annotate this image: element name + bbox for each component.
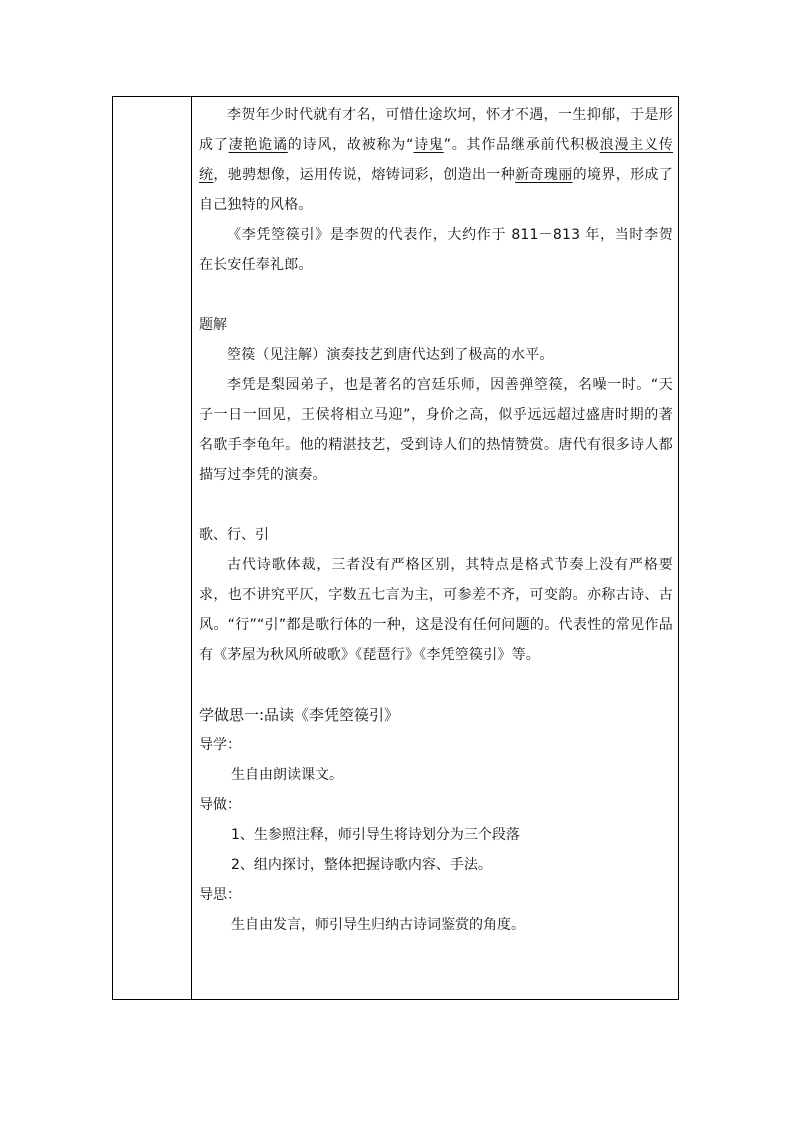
intro-text-d: ，驰骋想像，运用传说，熔铸词彩，创造出一种: [213, 167, 516, 183]
daozuo-label: 导做：: [199, 797, 241, 813]
intro-text-c: ”。其作品继承前代积极: [443, 137, 600, 153]
daozuo-item-2: 2、组内探讨，整体把握诗歌内容、手法。: [231, 857, 492, 873]
gexingyin-heading: 歌、行、引: [199, 527, 269, 543]
tijie-paragraph-1: 箜篌（见注解）演奏技艺到唐代达到了极高的水平。: [227, 347, 554, 363]
gexingyin-paragraph: 古代诗歌体裁，三者没有严格区别，其特点是格式节奏上没有严格要求，也不讲究平仄，字数五七言为主，可参差不齐，可变韵。亦称古诗、古风。“行”“引”都是歌行体的一种，这是没有任何问题的。代表性的常见作品有《茅屋为秋风所破歌》《琵琶行》《李凭箜篌引》等。: [199, 557, 673, 663]
intro-text-a: 李贺年少时代就有才名，可惜仕途坎坷，怀才不遇，一生抑郁，于是形成了: [199, 107, 673, 153]
daosi-text: 生自由发言，师引导生归纳古诗词鉴赏的角度。: [231, 917, 525, 933]
underlined-term-romanticism: 浪漫主义传统: [199, 137, 674, 183]
tijie-paragraph-2: 李凭是梨园弟子，也是著名的宫廷乐师，因善弹箜篌，名噪一时。“天子一日一回见，王侯将相立马迎”，身价之高，似乎远远超过盛唐时期的著名歌手李龟年。他的精湛技艺，受到诗人们的热情赞赏。唐代有很多诗人都描写过李凭的演奏。: [199, 377, 673, 483]
spacer: [199, 280, 673, 310]
underlined-term-shigui: 诗鬼: [413, 137, 444, 153]
underlined-term-style: 凄艳诡谲: [228, 137, 288, 153]
table-column-divider: [191, 96, 192, 1000]
daosi-label: 导思：: [199, 887, 241, 903]
daoxue-text: 生自由朗读课文。: [231, 767, 343, 783]
spacer: [199, 670, 673, 700]
intro-paragraph-1: [199, 100, 673, 220]
intro-paragraph-2: 《李凭箜篌引》是李贺的代表作，大约作于 811－813 年，当时李贺在长安任奉礼郎。: [199, 227, 673, 273]
spacer: [199, 490, 673, 520]
underlined-term-novel: 新奇瑰丽: [515, 167, 573, 183]
table-content-cell: [199, 100, 673, 940]
xuezuo-heading: 学做思一:品读《李凭箜篌引》: [199, 706, 400, 724]
daoxue-label: 导学：: [199, 737, 241, 753]
tijie-heading: 题解: [199, 317, 227, 333]
intro-text-e: 的境界，形成了自己独特的风格。: [199, 167, 674, 213]
daozuo-item-1: 1、生参照注释，师引导生将诗划分为三个段落: [231, 827, 520, 843]
intro-text-b: 的诗风，故被称为“: [287, 137, 414, 153]
